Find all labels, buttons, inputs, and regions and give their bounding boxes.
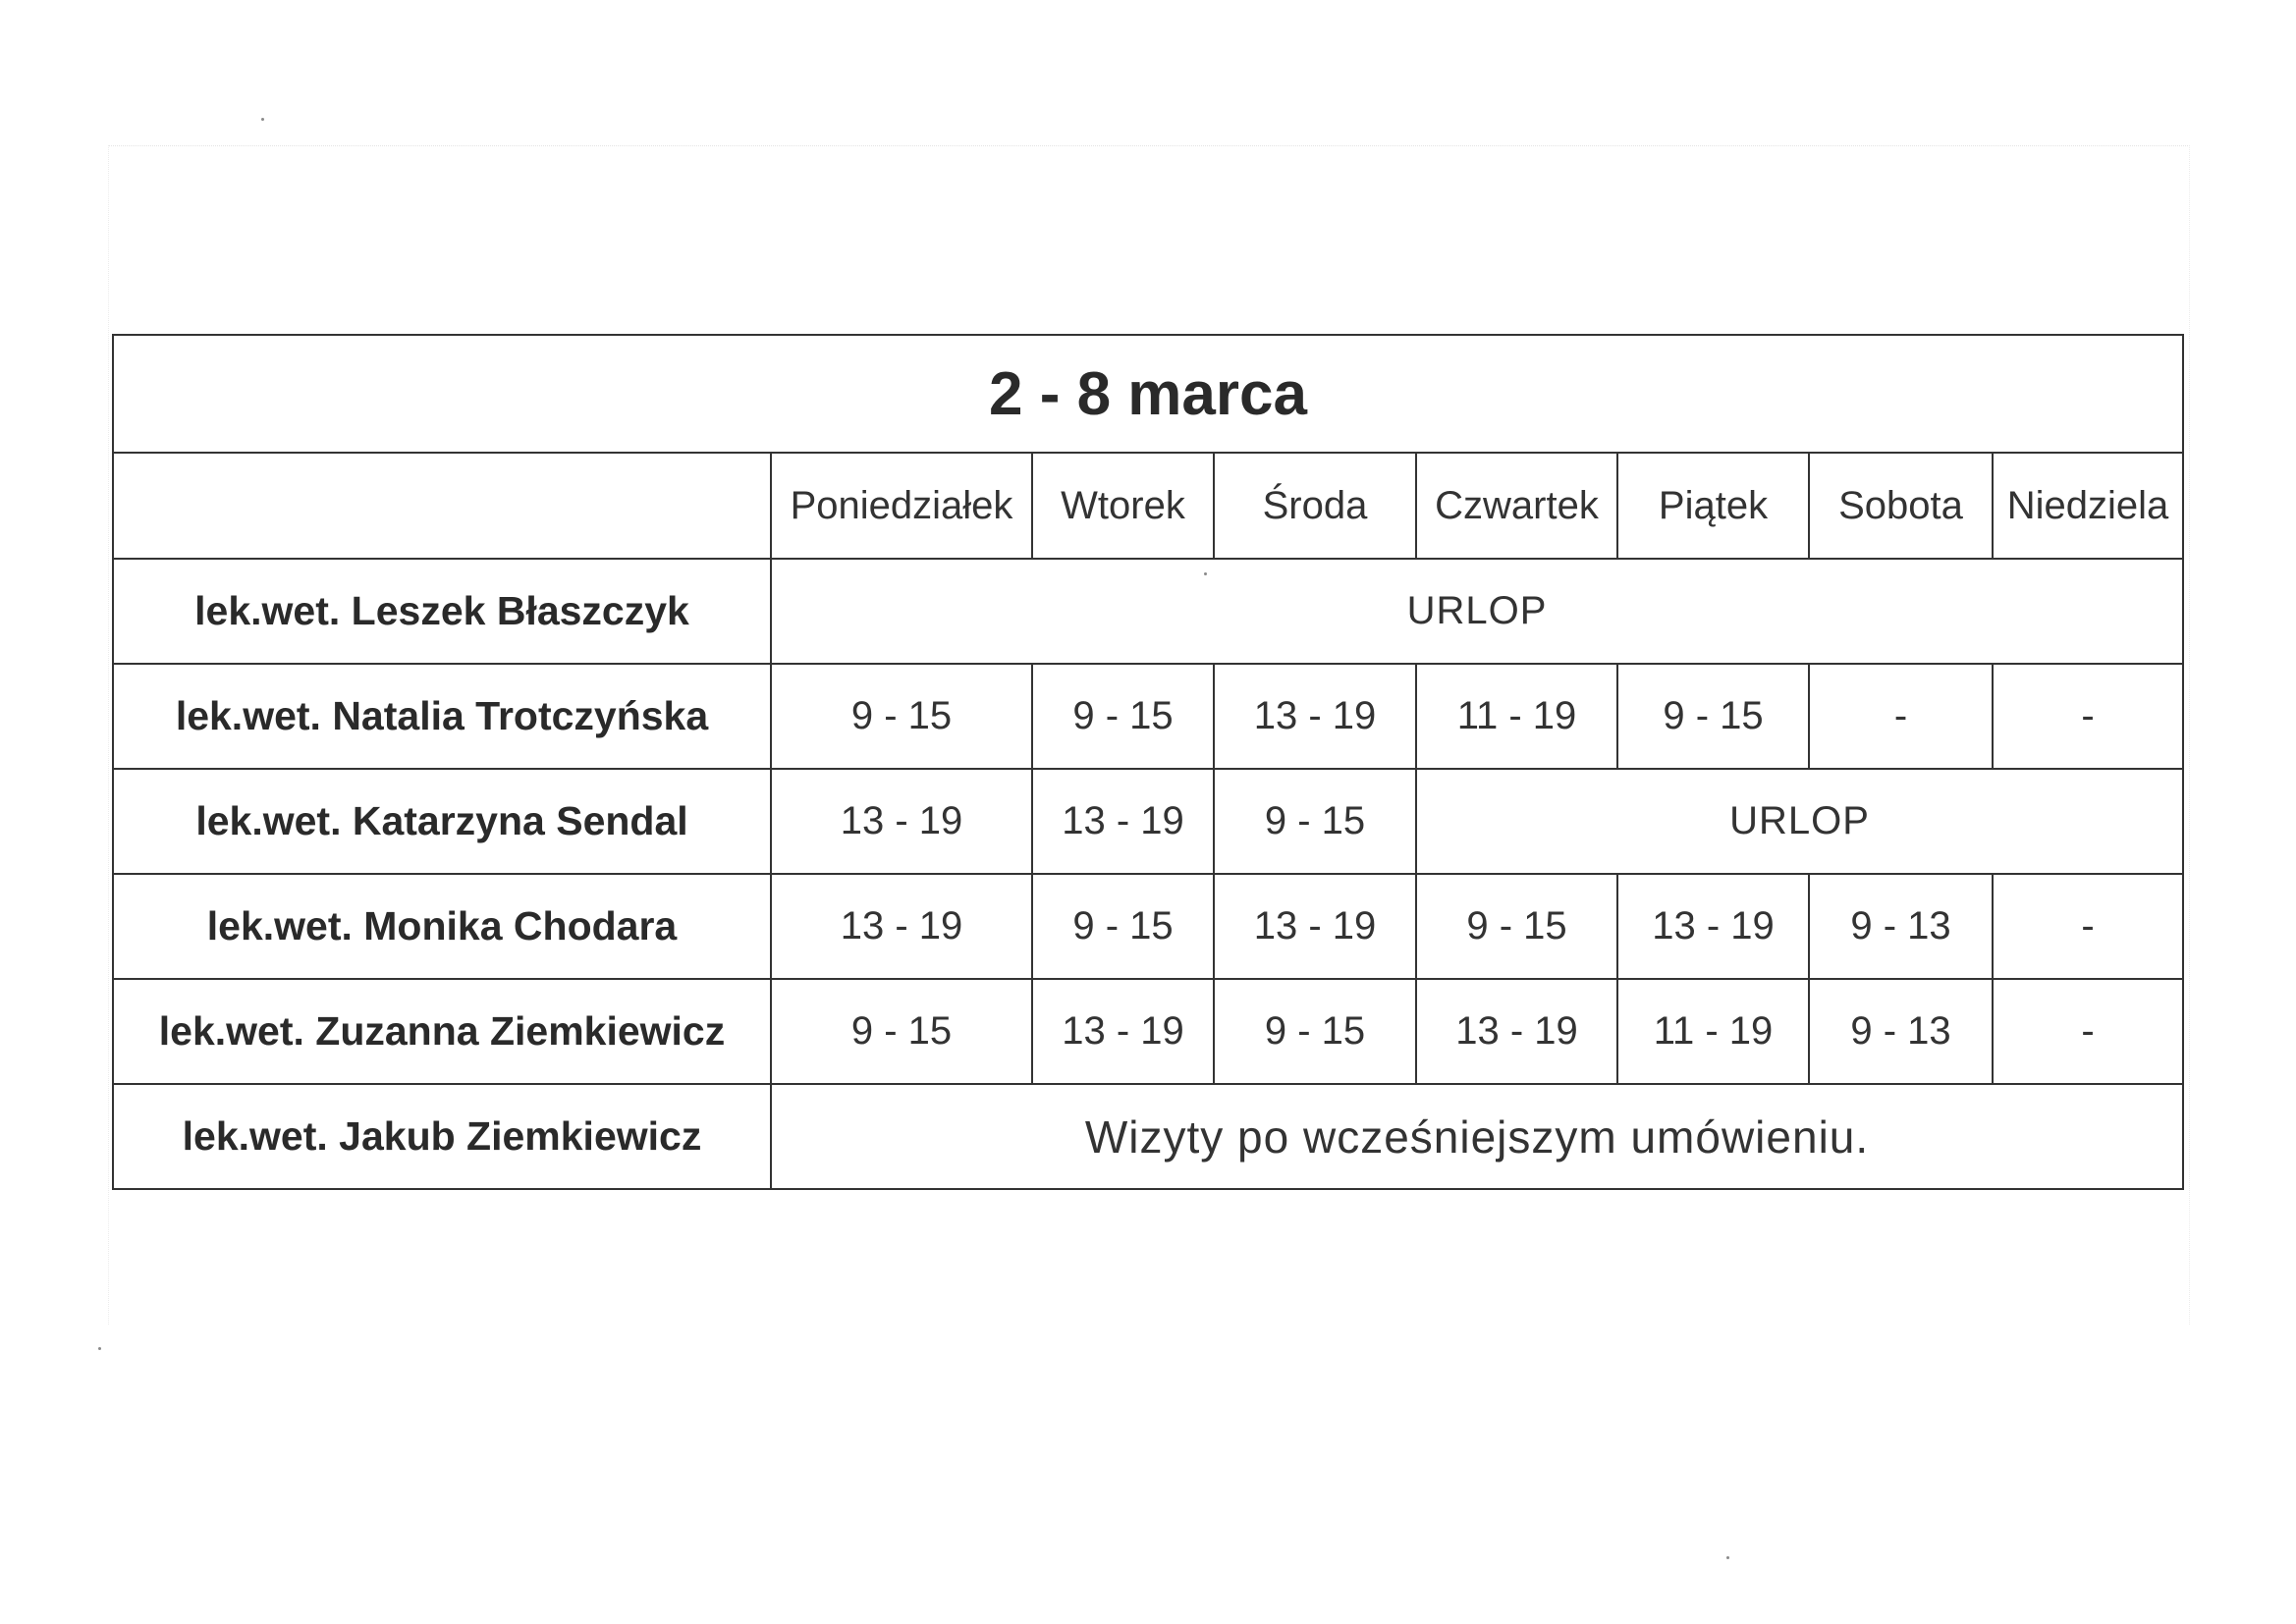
doctor-row: [113, 874, 2183, 979]
schedule-cell: 9 - 15: [1214, 769, 1416, 874]
doctor-row: [113, 1084, 2183, 1189]
leave-cell: URLOP: [771, 559, 2183, 664]
schedule-cell: -: [1993, 664, 2183, 769]
schedule-cell: -: [1809, 664, 1993, 769]
doctor-row: [113, 769, 2183, 874]
schedule-cell: 13 - 19: [1032, 979, 1214, 1084]
schedule-cell: 13 - 19: [771, 874, 1032, 979]
schedule-cell: -: [1993, 979, 2183, 1084]
doctor-name: lek.wet. Zuzanna Ziemkiewicz: [113, 979, 771, 1084]
schedule-cell: 9 - 15: [1617, 664, 1809, 769]
schedule-cell: 13 - 19: [1214, 874, 1416, 979]
day-header-friday: Piątek: [1617, 453, 1809, 559]
doctor-name: lek.wet. Jakub Ziemkiewicz: [113, 1084, 771, 1189]
schedule-cell: 9 - 13: [1809, 979, 1993, 1084]
day-header-saturday: Sobota: [1809, 453, 1993, 559]
schedule-cell: 11 - 19: [1416, 664, 1617, 769]
schedule-cell: 13 - 19: [1032, 769, 1214, 874]
day-header-tuesday: Wtorek: [1032, 453, 1214, 559]
corner-cell: [113, 453, 771, 559]
title-row: [113, 335, 2183, 453]
doctor-name: lek.wet. Monika Chodara: [113, 874, 771, 979]
scan-speck: [261, 118, 264, 121]
schedule-cell: 11 - 19: [1617, 979, 1809, 1084]
scan-speck: [1726, 1556, 1729, 1559]
schedule-cell: 13 - 19: [1416, 979, 1617, 1084]
leave-cell: URLOP: [1416, 769, 2183, 874]
schedule-title: 2 - 8 marca: [113, 335, 2183, 453]
schedule-cell: -: [1993, 874, 2183, 979]
schedule-cell: 9 - 13: [1809, 874, 1993, 979]
schedule-cell: 9 - 15: [771, 979, 1032, 1084]
day-header-thursday: Czwartek: [1416, 453, 1617, 559]
day-header-row: [113, 453, 2183, 559]
schedule-table: [112, 334, 2184, 1190]
doctor-row: [113, 979, 2183, 1084]
schedule-cell: 13 - 19: [771, 769, 1032, 874]
doctor-row: [113, 664, 2183, 769]
schedule-cell: 9 - 15: [1214, 979, 1416, 1084]
doctor-name: lek.wet. Katarzyna Sendal: [113, 769, 771, 874]
scan-speck: [1204, 572, 1207, 575]
schedule-cell: 9 - 15: [1416, 874, 1617, 979]
doctor-name: lek.wet. Natalia Trotczyńska: [113, 664, 771, 769]
day-header-monday: Poniedziałek: [771, 453, 1032, 559]
doctor-row: [113, 559, 2183, 664]
day-header-sunday: Niedziela: [1993, 453, 2183, 559]
doctor-name: lek.wet. Leszek Błaszczyk: [113, 559, 771, 664]
day-header-wednesday: Środa: [1214, 453, 1416, 559]
appointment-note-cell: Wizyty po wcześniejszym umówieniu.: [771, 1084, 2183, 1189]
schedule-cell: 13 - 19: [1617, 874, 1809, 979]
scan-speck: [98, 1347, 101, 1350]
schedule-cell: 9 - 15: [771, 664, 1032, 769]
schedule-cell: 13 - 19: [1214, 664, 1416, 769]
schedule-cell: 9 - 15: [1032, 664, 1214, 769]
schedule-cell: 9 - 15: [1032, 874, 1214, 979]
